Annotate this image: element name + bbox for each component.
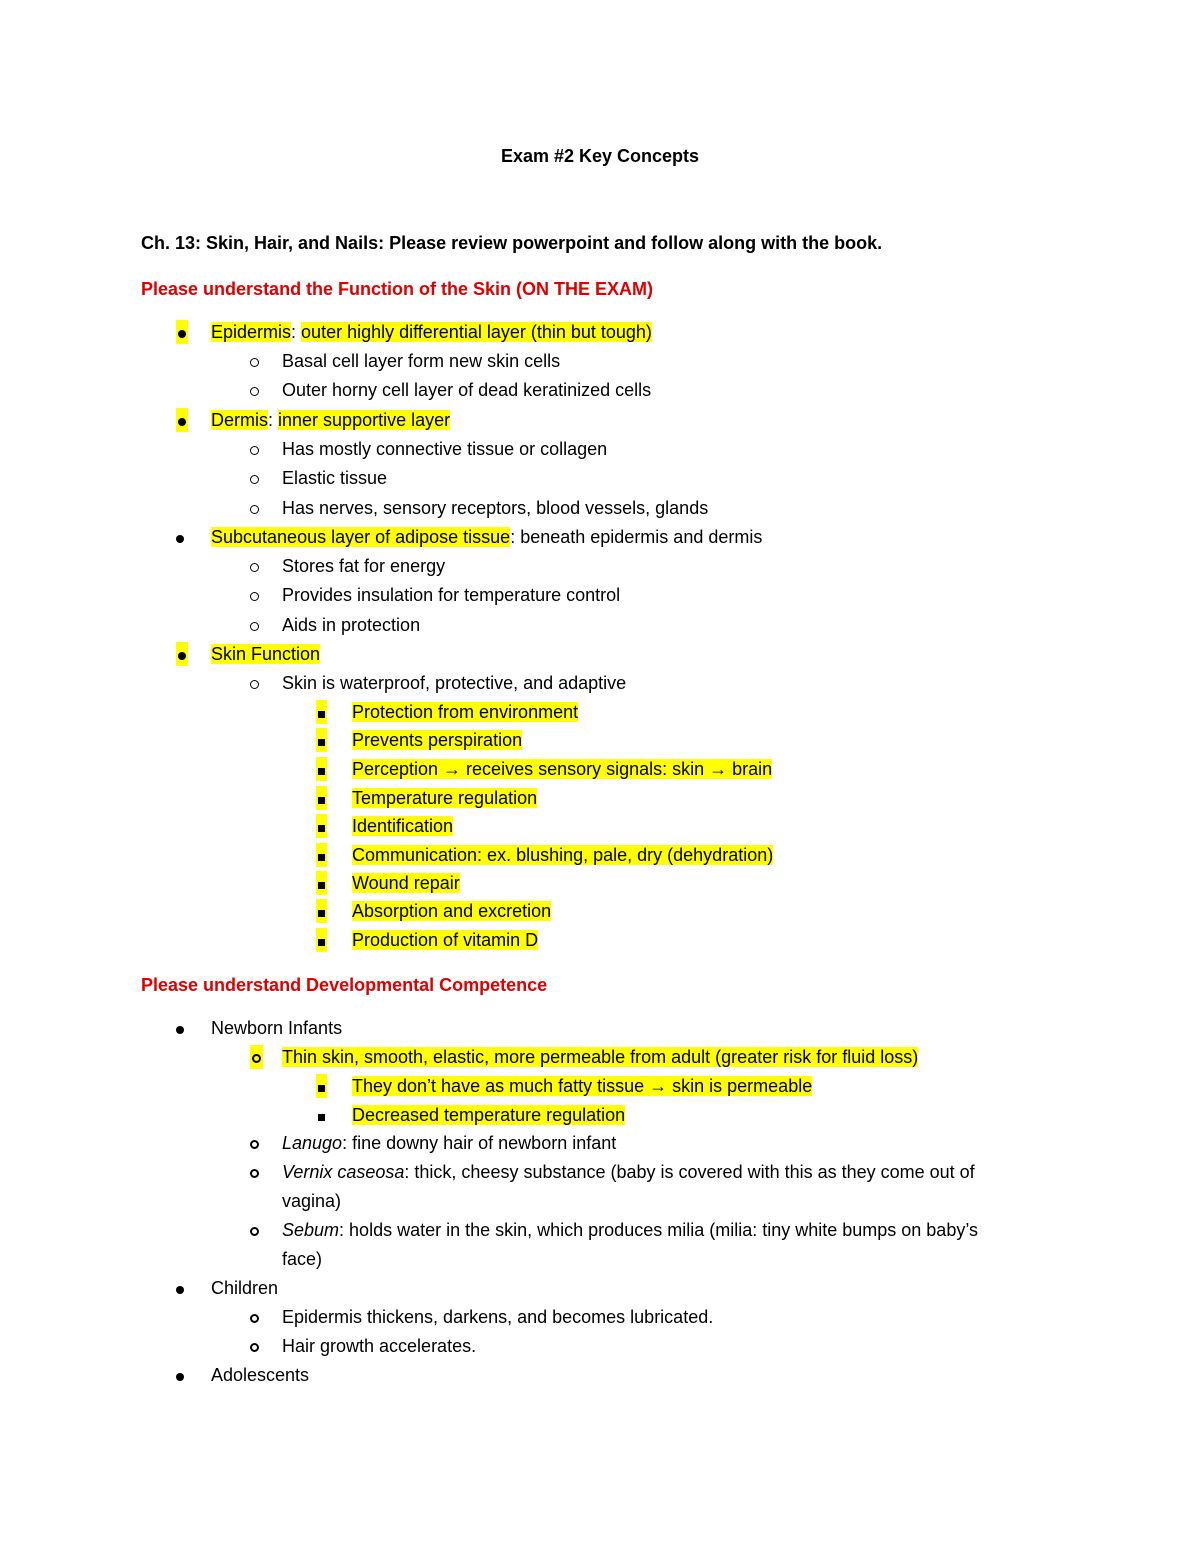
circle-bullet-icon bbox=[250, 358, 259, 367]
adolescents-label: Adolescents bbox=[211, 1365, 310, 1385]
chapter-line: Ch. 13: Skin, Hair, and Nails: Please review powerpoint and follow along with the book. bbox=[141, 233, 883, 253]
list-item: Provides insulation for temperature control bbox=[282, 585, 621, 605]
skin-function-item bbox=[211, 642, 320, 666]
bullet-dot-icon bbox=[176, 1026, 184, 1034]
epidermis-term: Epidermis bbox=[211, 322, 292, 342]
bullet-newborn bbox=[176, 1016, 184, 1040]
thin-sub-text: They don’t have as much fatty tissue → skin is permeable bbox=[352, 1076, 813, 1096]
list-item bbox=[282, 1045, 918, 1069]
list-item: Stores fat for energy bbox=[282, 556, 446, 576]
lanugo-term: Lanugo bbox=[282, 1133, 343, 1153]
bullet-dot-icon bbox=[178, 330, 186, 338]
vernix-desc: : thick, cheesy substance (baby is covered with this as they come out of bbox=[404, 1162, 975, 1182]
circle-bullet-icon bbox=[250, 446, 259, 455]
square-bullet-icon bbox=[318, 1114, 325, 1121]
bullet-dot-icon bbox=[176, 535, 184, 543]
sebum-continuation: face) bbox=[282, 1249, 323, 1269]
square-bullet bbox=[316, 1074, 327, 1098]
square-bullet-icon bbox=[318, 854, 325, 861]
dermis-sep: : bbox=[268, 410, 279, 430]
skin-function-text: Absorption and excretion bbox=[352, 901, 552, 921]
sub-bullet bbox=[250, 437, 259, 461]
dermis-term: Dermis bbox=[211, 410, 268, 430]
sub-bullet bbox=[250, 613, 259, 637]
list-item: Outer horny cell layer of dead keratinized cells bbox=[282, 380, 652, 400]
sub-bullet bbox=[250, 1218, 259, 1242]
skin-function-text: Prevents perspiration bbox=[352, 730, 523, 750]
square-bullet bbox=[316, 757, 327, 781]
list-item bbox=[352, 1103, 625, 1127]
section-heading-skin-function: Please understand the Function of the Skin (ON THE EXAM) bbox=[141, 279, 654, 299]
list-item bbox=[352, 1074, 812, 1098]
epidermis-item bbox=[211, 320, 652, 344]
circle-bullet-icon bbox=[250, 505, 259, 514]
square-bullet bbox=[316, 899, 327, 923]
newborn-label: Newborn Infants bbox=[211, 1018, 343, 1038]
sub-bullet bbox=[250, 1334, 259, 1358]
sub-bullet bbox=[250, 1305, 259, 1329]
bullet-skin-function bbox=[176, 642, 188, 666]
square-bullet-icon bbox=[318, 797, 325, 804]
skin-function-text: Wound repair bbox=[352, 873, 460, 893]
sub-bullet bbox=[250, 583, 259, 607]
square-bullet bbox=[316, 843, 327, 867]
page-title: Exam #2 Key Concepts bbox=[500, 146, 700, 166]
skin-function-text: Production of vitamin D bbox=[352, 930, 539, 950]
circle-bullet-icon bbox=[250, 592, 259, 601]
square-bullet bbox=[316, 728, 327, 752]
sub-bullet bbox=[250, 378, 259, 402]
subcutaneous-term: Subcutaneous layer of adipose tissue bbox=[211, 527, 511, 547]
list-item bbox=[352, 728, 522, 752]
square-bullet bbox=[318, 1103, 325, 1127]
skin-function-text: Temperature regulation bbox=[352, 788, 538, 808]
circle-bullet-icon bbox=[250, 387, 259, 396]
list-item: Epidermis thickens, darkens, and becomes lubricated. bbox=[282, 1307, 714, 1327]
list-item: Has mostly connective tissue or collagen bbox=[282, 439, 608, 459]
square-bullet bbox=[316, 786, 327, 810]
skin-function-term: Skin Function bbox=[211, 644, 321, 664]
square-bullet-icon bbox=[318, 1085, 325, 1092]
subcutaneous-desc: : beneath epidermis and dermis bbox=[510, 527, 763, 547]
bullet-children bbox=[176, 1276, 184, 1300]
list-item: Has nerves, sensory receptors, blood vessels, glands bbox=[282, 498, 709, 518]
list-item bbox=[352, 814, 453, 838]
bullet-dot-icon bbox=[178, 418, 186, 426]
bullet-dot-icon bbox=[176, 1373, 184, 1381]
skin-function-text: Perception → receives sensory signals: skin → brain bbox=[352, 759, 773, 779]
list-item bbox=[352, 757, 772, 781]
vernix-continuation: vagina) bbox=[282, 1191, 342, 1211]
vernix-term: Vernix caseosa bbox=[282, 1162, 405, 1182]
square-bullet bbox=[316, 814, 327, 838]
list-item: Hair growth accelerates. bbox=[282, 1336, 477, 1356]
skin-function-text: Identification bbox=[352, 816, 454, 836]
bullet-adolescents bbox=[176, 1363, 184, 1387]
sub-bullet bbox=[250, 349, 259, 373]
epidermis-sep: : bbox=[291, 322, 302, 342]
square-bullet bbox=[316, 700, 327, 724]
sub-bullet bbox=[250, 496, 259, 520]
children-label: Children bbox=[211, 1278, 279, 1298]
thin-skin-text: Thin skin, smooth, elastic, more permeable from adult (greater risk for fluid loss) bbox=[282, 1047, 919, 1067]
sub-bullet bbox=[250, 1131, 259, 1155]
circle-bullet-icon bbox=[250, 1343, 259, 1352]
list-item: Basal cell layer form new skin cells bbox=[282, 351, 561, 371]
dermis-desc: inner supportive layer bbox=[278, 410, 451, 430]
section-heading-developmental: Please understand Developmental Competence bbox=[141, 975, 548, 995]
list-item bbox=[352, 928, 538, 952]
sebum-item bbox=[282, 1218, 978, 1242]
list-item: Skin is waterproof, protective, and adaptive bbox=[282, 673, 627, 693]
list-item bbox=[352, 899, 551, 923]
dermis-item bbox=[211, 408, 450, 432]
list-item bbox=[352, 786, 537, 810]
circle-bullet-icon bbox=[250, 1169, 259, 1178]
thin-sub-text: Decreased temperature regulation bbox=[352, 1105, 626, 1125]
bullet-dot-icon bbox=[178, 652, 186, 660]
circle-bullet-icon bbox=[250, 475, 259, 484]
sebum-desc: : holds water in the skin, which produces milia (milia: tiny white bumps on baby’s bbox=[339, 1220, 979, 1240]
square-bullet-icon bbox=[318, 910, 325, 917]
bullet-dot-icon bbox=[176, 1286, 184, 1294]
list-item bbox=[352, 871, 460, 895]
list-item: Aids in protection bbox=[282, 615, 421, 635]
list-item: Elastic tissue bbox=[282, 468, 388, 488]
skin-function-text: Communication: ex. blushing, pale, dry (dehydration) bbox=[352, 845, 774, 865]
epidermis-desc: outer highly differential layer (thin but tough) bbox=[301, 322, 652, 342]
lanugo-desc: : fine downy hair of newborn infant bbox=[342, 1133, 617, 1153]
square-bullet-icon bbox=[318, 711, 325, 718]
subcutaneous-item bbox=[211, 525, 762, 549]
sub-bullet bbox=[250, 466, 259, 490]
sub-bullet bbox=[250, 1160, 259, 1184]
sub-bullet bbox=[250, 671, 259, 695]
lanugo-item bbox=[282, 1131, 616, 1155]
circle-bullet-icon bbox=[250, 680, 259, 689]
bullet-subcutaneous bbox=[176, 525, 184, 549]
list-item bbox=[352, 843, 773, 867]
square-bullet-icon bbox=[318, 768, 325, 775]
sub-bullet bbox=[250, 1045, 263, 1069]
circle-bullet-icon bbox=[250, 1314, 259, 1323]
circle-bullet-icon bbox=[250, 563, 259, 572]
bullet-dermis bbox=[176, 408, 188, 432]
square-bullet bbox=[316, 928, 327, 952]
sebum-term: Sebum bbox=[282, 1220, 340, 1240]
circle-bullet-icon bbox=[250, 1227, 259, 1236]
square-bullet bbox=[316, 871, 327, 895]
circle-bullet-icon bbox=[250, 1140, 259, 1149]
skin-function-text: Protection from environment bbox=[352, 702, 579, 722]
circle-bullet-icon bbox=[250, 622, 259, 631]
square-bullet-icon bbox=[318, 825, 325, 832]
list-item bbox=[352, 700, 578, 724]
square-bullet-icon bbox=[318, 882, 325, 889]
square-bullet-icon bbox=[318, 939, 325, 946]
bullet-epidermis bbox=[176, 320, 188, 344]
circle-bullet-icon bbox=[252, 1054, 261, 1063]
vernix-item bbox=[282, 1160, 975, 1184]
sub-bullet bbox=[250, 554, 259, 578]
square-bullet-icon bbox=[318, 739, 325, 746]
